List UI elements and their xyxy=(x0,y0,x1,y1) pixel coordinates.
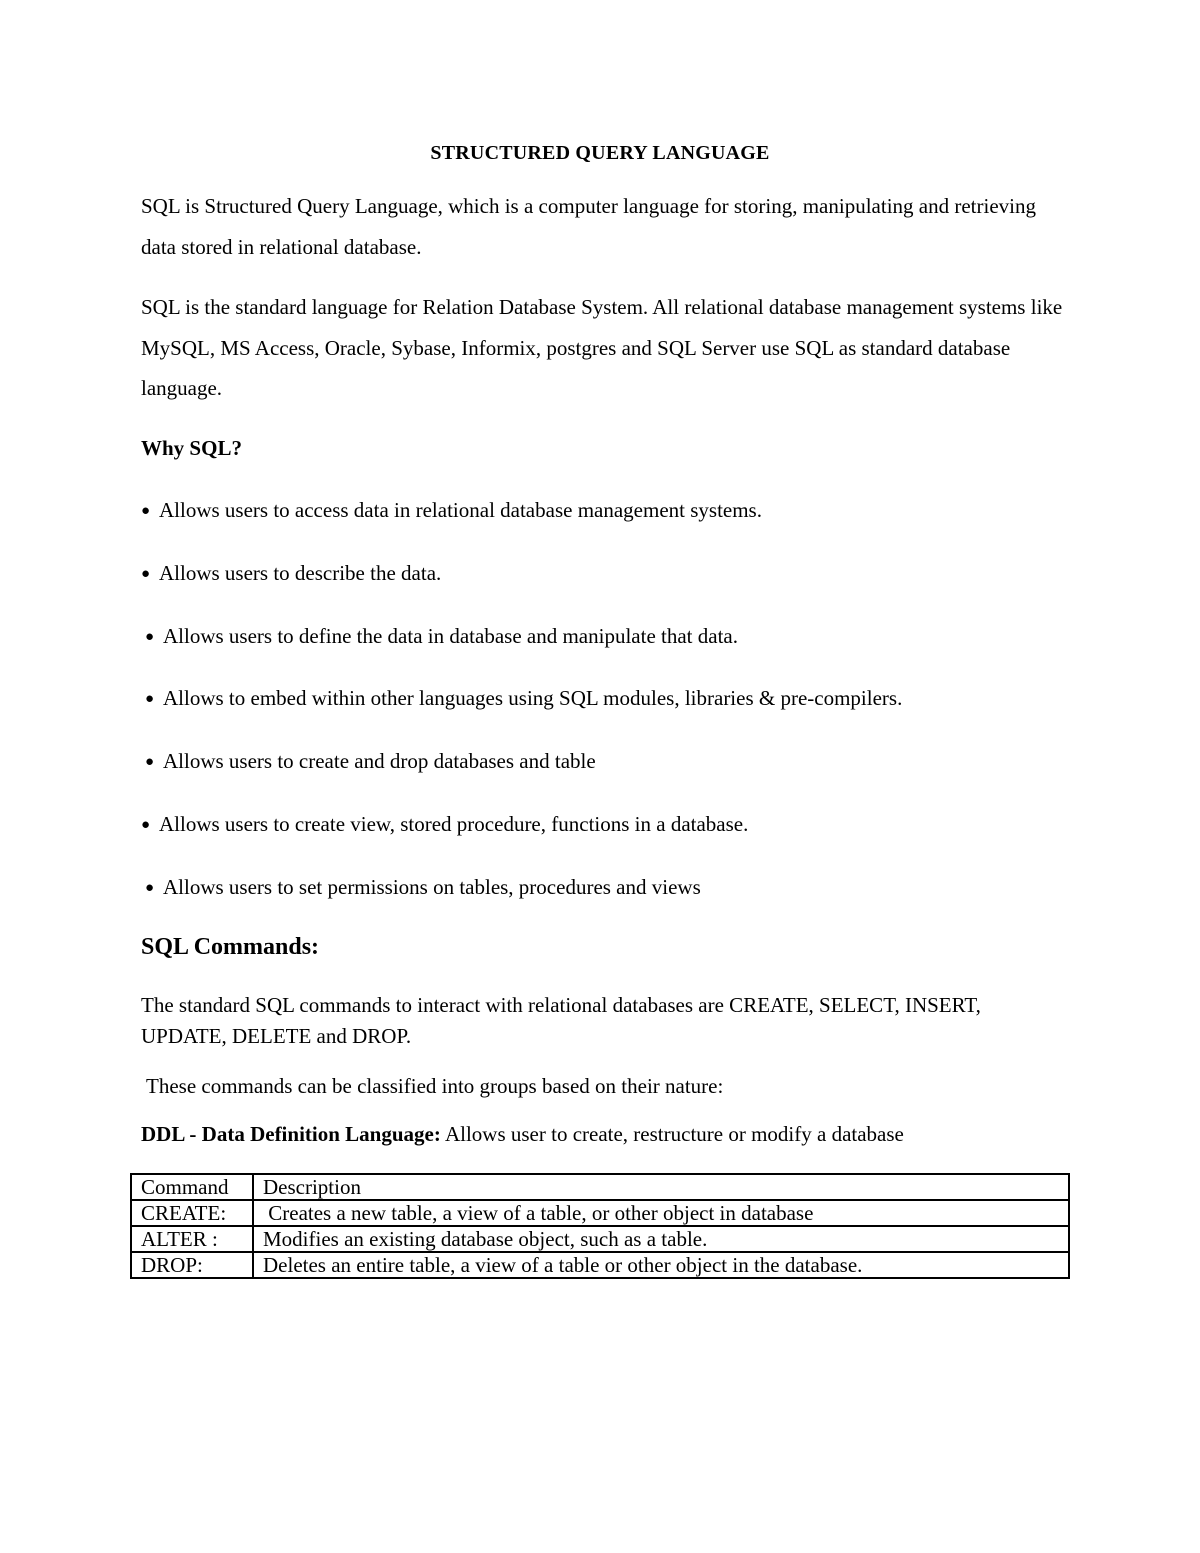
table-header-row xyxy=(131,1174,1069,1200)
table-row xyxy=(131,1226,1069,1252)
why-sql-bullet xyxy=(141,498,762,523)
bullet-text: Allows users to create and drop databases and table xyxy=(163,749,596,773)
table-row xyxy=(131,1200,1069,1226)
bullet-icon: ● xyxy=(141,817,151,833)
bullet-icon: ● xyxy=(141,503,151,519)
why-sql-bullet xyxy=(141,561,441,586)
bullet-icon: ● xyxy=(145,691,155,707)
table-cell-command: DROP: xyxy=(131,1252,253,1278)
bullet-icon: ● xyxy=(145,754,155,770)
bullet-text: Allows users to set permissions on tables, procedures and views xyxy=(163,875,701,899)
bullet-icon: ● xyxy=(145,880,155,896)
table-cell-command: ALTER : xyxy=(131,1226,253,1252)
why-sql-bullet xyxy=(141,812,748,837)
table-row xyxy=(131,1252,1069,1278)
intro-paragraph-1: SQL is Structured Query Language, which is a computer language for storing, manipulating and retrieving data stored in relational database. xyxy=(141,194,1036,259)
why-sql-heading: Why SQL? xyxy=(141,436,242,460)
ddl-commands-table xyxy=(130,1173,1070,1279)
ddl-description: Allows user to create, restructure or modify a database xyxy=(444,1122,904,1146)
bullet-icon: ● xyxy=(145,629,155,645)
bullet-text: Allows users to access data in relational database management systems. xyxy=(159,498,762,522)
standard-commands-paragraph: The standard SQL commands to interact with relational databases are CREATE, SELECT, INSERT, UPDATE, DELETE and DROP. xyxy=(141,993,981,1048)
bullet-text: Allows users to define the data in database and manipulate that data. xyxy=(163,624,738,648)
table-header-cell: Description xyxy=(253,1174,1069,1200)
why-sql-bullet xyxy=(145,749,596,774)
table-cell-description: Modifies an existing database object, such as a table. xyxy=(253,1226,1069,1252)
intro-paragraph-2: SQL is the standard language for Relation Database System. All relational database management systems like MySQL, MS Access, Oracle, Sybase, Informix, postgres and SQL Server use SQL as standard database language. xyxy=(141,295,1063,400)
bullet-text: Allows to embed within other languages using SQL modules, libraries & pre-compilers. xyxy=(163,686,903,710)
table-header-cell: Command xyxy=(131,1174,253,1200)
classification-paragraph: These commands can be classified into groups based on their nature: xyxy=(146,1074,724,1098)
table-cell-description: Deletes an entire table, a view of a table or other object in the database. xyxy=(253,1252,1069,1278)
ddl-label: DDL - Data Definition Language: xyxy=(141,1122,441,1146)
bullet-icon: ● xyxy=(141,566,151,582)
why-sql-bullet xyxy=(145,686,902,711)
ddl-definition-line xyxy=(141,1122,904,1147)
bullet-text: Allows users to create view, stored procedure, functions in a database. xyxy=(159,812,749,836)
table-cell-command: CREATE: xyxy=(131,1200,253,1226)
document-title: STRUCTURED QUERY LANGUAGE xyxy=(430,142,770,164)
bullet-text: Allows users to describe the data. xyxy=(159,561,442,585)
why-sql-bullet xyxy=(145,875,701,900)
table-cell-description: Creates a new table, a view of a table, or other object in database xyxy=(253,1200,1069,1226)
sql-commands-heading: SQL Commands: xyxy=(141,934,320,960)
why-sql-bullet xyxy=(145,624,738,649)
